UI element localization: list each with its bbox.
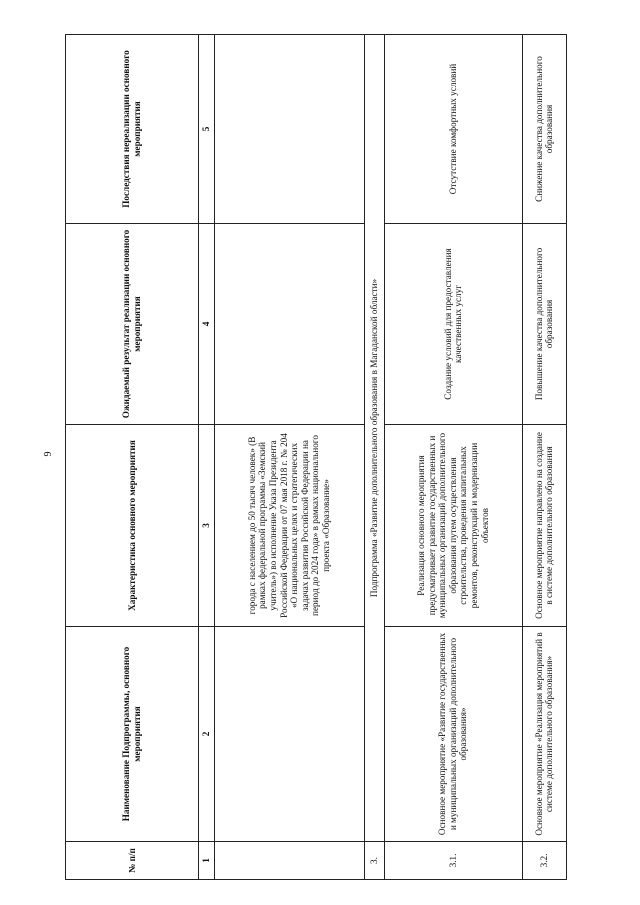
row-number: 3.2. [522, 842, 566, 880]
header-characteristic: Характеристика основного мероприятия [66, 425, 199, 627]
column-number-row [199, 35, 215, 880]
continuation-row [214, 35, 364, 880]
continuation-name [214, 627, 364, 842]
continuation-consequences [214, 35, 364, 224]
subprogram-row [364, 35, 384, 880]
continuation-result [214, 224, 364, 425]
table-row [384, 35, 522, 880]
row-characteristic: Реализация основного мероприятия предусматривает развитие государственных и муниципальных организаций дополнительного образования путем осуществления строительства, проведения капитальных ремонтов, реконструкций и модернизации объектов [384, 425, 522, 627]
rotated-table-wrapper [65, 35, 565, 880]
row-number: 3.1. [384, 842, 522, 880]
column-number: 2 [199, 627, 215, 842]
row-result: Создание условий для предоставления качественных услуг [384, 224, 522, 425]
column-number: 4 [199, 224, 215, 425]
header-name: Наименование Подпрограммы, основного мероприятия [66, 627, 199, 842]
row-name: Основное мероприятие «Развитие государственных и муниципальных организаций дополнительного образования» [384, 627, 522, 842]
continuation-characteristic: города с населением до 50 тысяч человек» (В рамках федеральной программы «Земский учитель») во исполнение Указа Президента Российской Федерации от 07 мая 2018 г. № 204 «О национальных целях и стратегических задачах развития Российской Федерации на период до 2024 года» в рамках национального проекта «Образование» [214, 425, 364, 627]
measures-table [65, 34, 567, 880]
row-consequences: Отсутствие комфортных условий [384, 35, 522, 224]
row-characteristic: Основное мероприятие направлено на создание в системе дополнительного образования [522, 425, 566, 627]
row-result: Повышение качества дополнительного образования [522, 224, 566, 425]
header-number: № п/п [66, 842, 199, 880]
subprogram-title: Подпрограмма «Развитие дополнительного образования в Магаданской области» [364, 35, 384, 842]
column-number: 5 [199, 35, 215, 224]
header-consequences: Последствия нереализации основного мероприятия [66, 35, 199, 224]
subprogram-number: 3. [364, 842, 384, 880]
column-number: 1 [199, 842, 215, 880]
row-consequences: Снижение качества дополнительного образования [522, 35, 566, 224]
table-row [522, 35, 566, 880]
header-row [66, 35, 199, 880]
continuation-number [214, 842, 364, 880]
column-number: 3 [199, 425, 215, 627]
header-result: Ожидаемый результат реализации основного мероприятия [66, 224, 199, 425]
page-number: 9 [43, 451, 54, 457]
row-name: Основное мероприятие «Реализация мероприятий в системе дополнительного образования» [522, 627, 566, 842]
